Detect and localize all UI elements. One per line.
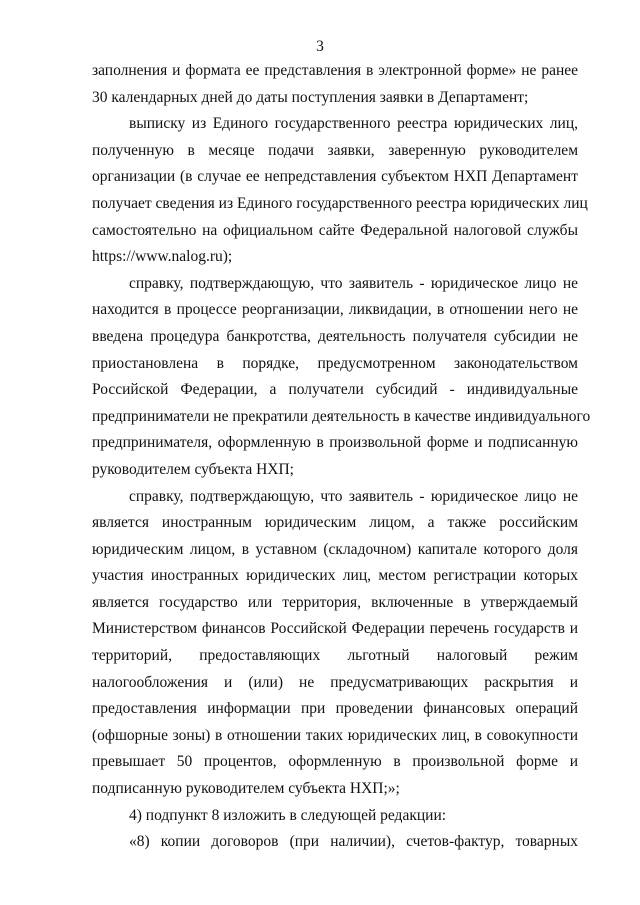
text-line: превышает 50 процентов, оформленную в произвольной форме и [92, 753, 578, 771]
text-line: предприниматели не прекратили деятельность в качестве индивидуального [92, 407, 591, 425]
paragraph [92, 58, 578, 111]
text-line: полученную в месяце подачи заявки, заверенную руководителем [92, 141, 578, 159]
text-line: является иностранным юридическим лицом, а также российским [92, 514, 578, 532]
text-line: заполнения и формата ее представления в электронной форме» не ранее [92, 62, 578, 79]
document-body [92, 58, 591, 856]
text-line: (офшорные зоны) в отношении таких юридических лиц, в совокупности [92, 726, 578, 744]
text-line: самостоятельно на официальном сайте Федеральной налоговой службы [92, 221, 578, 239]
text-line: введена процедура банкротства, деятельность получателя субсидии не [92, 327, 578, 345]
text-line: предоставления информации при проведении финансовых операций [92, 700, 578, 718]
paragraph [92, 829, 578, 856]
text-line: руководителем субъекта НХП; [92, 460, 294, 478]
text-line: Министерством финансов Российской Федерации перечень государств и [92, 620, 578, 638]
text-line: организации (в случае ее непредставления субъектом НХП Департамент [92, 168, 578, 186]
text-line: Российской Федерации, а получатели субсидий - индивидуальные [92, 381, 578, 399]
text-line: участия иностранных юридических лиц, местом регистрации которых [92, 567, 578, 585]
text-line: выписку из Единого государственного реестра юридических лиц, [129, 115, 578, 133]
text-line: «8) копии договоров (при наличии), счетов-фактур, товарных [129, 833, 578, 851]
text-line: справку, подтверждающую, что заявитель - юридическое лицо не [129, 487, 578, 505]
text-line: 4) подпункт 8 изложить в следующей редакции: [129, 806, 447, 824]
text-line: https://www.nalog.ru); [92, 248, 233, 266]
text-line: приостановлена в порядке, предусмотренном законодательством [92, 354, 578, 372]
text-line: 30 календарных дней до даты поступления заявки в Департамент; [92, 88, 529, 106]
paragraph [92, 111, 588, 271]
text-line: справку, подтверждающую, что заявитель - юридическое лицо не [129, 274, 578, 292]
text-line: подписанную руководителем субъекта НХП;»; [92, 780, 400, 798]
paragraph [92, 484, 578, 803]
text-line: находится в процессе реорганизации, ликвидации, в отношении него не [92, 301, 578, 319]
text-line: юридическим лицом, в уставном (складочном) капитале которого доля [92, 540, 578, 558]
text-line: предпринимателя, оформленную в произвольной форме и подписанную [92, 434, 578, 452]
paragraph [92, 803, 578, 830]
page-number: 3 [316, 38, 324, 55]
text-line: налогообложения и (или) не предусматривающих раскрытия и [92, 673, 578, 691]
paragraph [92, 271, 591, 484]
text-line: территорий, предоставляющих льготный налоговый режим [92, 647, 578, 665]
text-line: является государство или территория, включенные в утверждаемый [92, 593, 578, 611]
text-line: получает сведения из Единого государственного реестра юридических лиц [92, 194, 588, 212]
